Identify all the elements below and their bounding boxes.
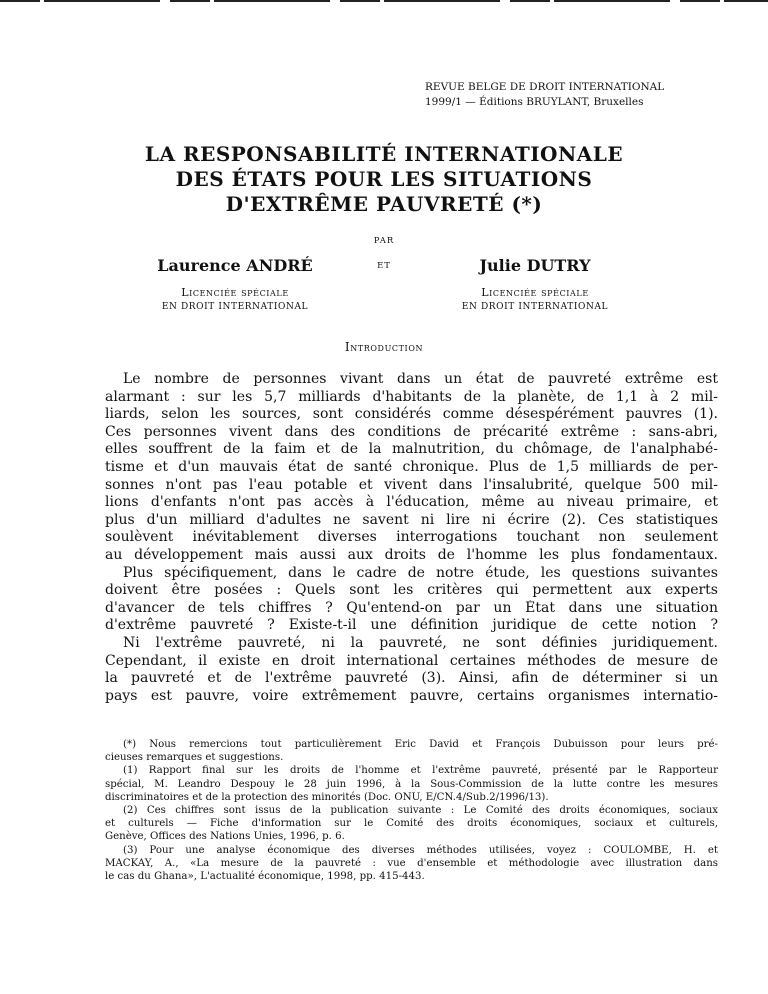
body-line: d'extrême pauvreté ? Existe-t-il une définition juridique de cette notion ?	[105, 617, 718, 634]
title-line: LA RESPONSABILITÉ INTERNATIONALE	[144, 142, 624, 166]
footnote-line: Genève, Offices des Nations Unies, 1996, p. 6.	[105, 831, 345, 843]
affiliation-line: Licenciée spéciale	[481, 286, 589, 299]
affiliation-line: EN DROIT INTERNATIONAL	[161, 302, 309, 312]
by-label: PAR	[373, 236, 395, 246]
footnote-line: le cas du Ghana», L'actualité économique, 1998, pp. 415-443.	[105, 871, 425, 883]
body-line: Ni l'extrême pauvreté, ni la pauvreté, ne sont définies juridiquement.	[123, 634, 718, 651]
body-line: soulèvent inévitablement diverses interrogations touchant non seulement	[105, 529, 718, 546]
author-affiliation	[405, 285, 665, 315]
body-line: Cependant, il existe en droit international certaines méthodes de mesure de	[105, 652, 718, 669]
section-heading: Introduction	[344, 340, 424, 354]
footnote-line: cieuses remarques et suggestions.	[105, 752, 284, 764]
body-line: Plus spécifiquement, dans le cadre de notre étude, les questions suivantes	[123, 564, 718, 581]
body-line: elles souffrent de la faim et de la malnutrition, du chômage, de l'analphabé-	[105, 441, 718, 458]
body-line: lions d'enfants n'ont pas accès à l'éducation, même au niveau primaire, et	[105, 494, 718, 511]
body-text	[105, 371, 718, 705]
footnote-line: et culturels — Fiche d'information sur le Comité des droits économiques, sociaux et culturels,	[105, 818, 718, 830]
author-affiliation	[105, 285, 365, 315]
affiliation-line: Licenciée spéciale	[181, 286, 289, 299]
body-line: doivent être posées : Quels sont les critères qui permettent aux experts	[105, 582, 718, 599]
body-line: au développement mais aussi aux droits de l'homme les plus fondamentaux.	[105, 546, 718, 563]
body-line: plus d'un milliard d'adultes ne savent ni lire ni écrire (2). Ces statistiques	[105, 511, 718, 528]
footnote-line: (3) Pour une analyse économique des diverses méthodes utilisées, voyez : COULOMBE, H. et	[123, 844, 718, 856]
article-title	[0, 142, 768, 217]
footnote-line: (*) Nous remercions tout particulièrement Eric David et François Dubuisson pour leurs pré-	[123, 739, 718, 750]
footnote-line: discriminatoires et de la protection des minorités (Doc. ONU, E/CN.4/Sub.2/1996/13).	[105, 791, 549, 803]
footnotes	[105, 738, 718, 883]
body-line: liards, selon les sources, sont considérés comme désespérément pauvres (1).	[105, 406, 718, 423]
footnote-line: (1) Rapport final sur les droits de l'homme et l'extrême pauvreté, présenté par le Rapporteur	[123, 765, 718, 777]
body-line: tisme et d'un mauvais état de santé chronique. Plus de 1,5 milliards de per-	[105, 458, 718, 475]
scan-artifact-line	[0, 0, 768, 2]
journal-name: REVUE BELGE DE DROIT INTERNATIONAL	[425, 81, 665, 93]
body-line: la pauvreté et de l'extrême pauvreté (3). Ainsi, afin de déterminer si un	[105, 670, 718, 687]
body-line: Le nombre de personnes vivant dans un état de pauvreté extrême est	[123, 371, 718, 387]
author-name: Julie DUTRY	[479, 256, 591, 275]
journal-issue: 1999/1 — Éditions BRUYLANT, Bruxelles	[425, 96, 644, 108]
footnote-line: spécial, M. Leandro Despouy le 28 juin 1996, à la Sous-Commission de la lutte contre les mesures	[105, 778, 718, 790]
body-line: sonnes n'ont pas l'eau potable et vivent dans l'insalubrité, quelque 500 mil-	[105, 476, 718, 493]
footnote-line: (2) Ces chiffres sont issus de la publication suivante : Le Comité des droits économiques, sociaux	[123, 805, 718, 817]
affiliation-line: EN DROIT INTERNATIONAL	[461, 302, 609, 312]
body-line: pays est pauvre, voire extrêmement pauvre, certains organismes internatio-	[105, 687, 718, 704]
author-name: Laurence ANDRÉ	[157, 256, 313, 275]
body-line: d'avancer de tels chiffres ? Qu'entend-on par un État dans une situation	[105, 599, 718, 616]
footnote-line: MACKAY, A., «La mesure de la pauvreté : vue d'ensemble et méthodologie avec illustration dans	[105, 857, 718, 869]
journal-header	[425, 80, 664, 110]
body-line: alarmant : sur les 5,7 milliards d'habitants de la planète, de 1,1 à 2 mil-	[105, 388, 718, 405]
title-line: DES ÉTATS POUR LES SITUATIONS	[175, 167, 593, 191]
title-line: D'EXTRÊME PAUVRETÉ (*)	[225, 192, 543, 216]
body-line: Ces personnes vivent dans des conditions de précarité extrême : sans-abri,	[105, 423, 718, 440]
and-label: ET	[377, 261, 391, 271]
